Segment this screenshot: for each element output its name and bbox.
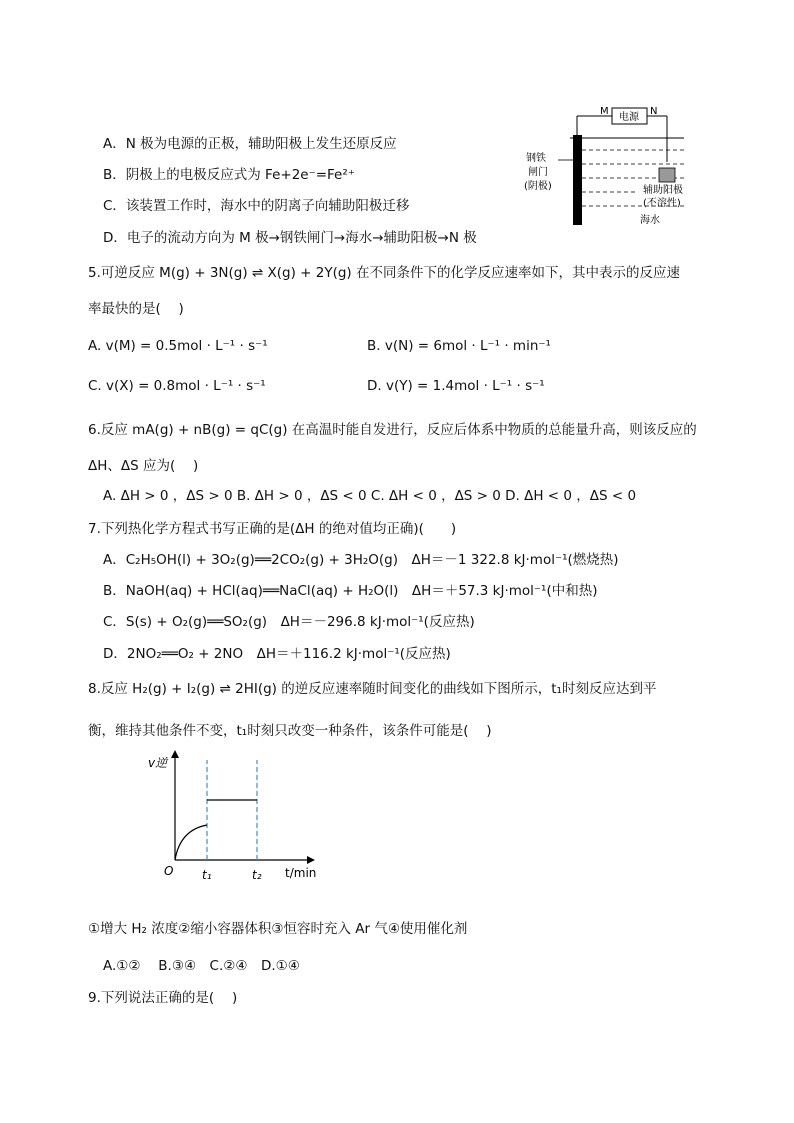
- q7-option-a: A．C₂H₅OH(l) + 3O₂(g)══2CO₂(g) + 3H₂O(g) ΔH＝－1 322.8 kJ·mol⁻¹(燃烧热): [103, 552, 619, 568]
- seawater-label: 海水: [640, 215, 660, 226]
- m-terminal-label: M: [600, 106, 609, 117]
- q6-stem-line1: 6.反应 mA(g) + nB(g) = qC(g) 在高温时能自发进行，反应后体系中物质的总能量升高，则该反应的: [88, 422, 697, 438]
- t1-label: t₁: [202, 868, 212, 882]
- q5-option-c: C. v(X) = 0.8mol · L⁻¹ · s⁻¹: [88, 378, 266, 394]
- origin-label: O: [164, 864, 174, 878]
- q7-option-b: B．NaOH(aq) + HCl(aq)══NaCl(aq) + H₂O(l) ΔH＝＋57.3 kJ·mol⁻¹(中和热): [103, 583, 598, 599]
- gate-label-line1: 钢铁: [526, 153, 546, 164]
- q8-stem-line1: 8.反应 H₂(g) + I₂(g) ⇌ 2HI(g) 的逆反应速率随时间变化的曲线如下图所示，t₁时刻反应达到平: [88, 681, 657, 697]
- q5-option-b: B. v(N) = 6mol · L⁻¹ · min⁻¹: [367, 338, 551, 354]
- q6-stem-line2: ΔH、ΔS 应为( ): [88, 458, 199, 474]
- q5-option-a: A. v(M) = 0.5mol · L⁻¹ · s⁻¹: [88, 338, 268, 354]
- power-source-label: 电源: [619, 112, 639, 123]
- q5-option-d: D. v(Y) = 1.4mol · L⁻¹ · s⁻¹: [367, 378, 545, 394]
- electrolysis-diagram: [522, 100, 692, 230]
- t2-label: t₂: [252, 868, 262, 882]
- q7-stem: 7.下列热化学方程式书写正确的是(ΔH 的绝对值均正确)( ): [88, 521, 457, 537]
- q5-stem-line1: 5.可逆反应 M(g) + 3N(g) ⇌ X(g) + 2Y(g) 在不同条件下的化学反应速率如下，其中表示的反应速: [88, 265, 680, 281]
- x-axis-label: t/min: [285, 866, 317, 880]
- aux-label-line2: (不溶性): [643, 198, 681, 209]
- gate-label-line3: (阴极): [524, 181, 552, 192]
- reverse-rate-graph: [140, 745, 330, 890]
- aux-label-line1: 辅助阳极: [643, 185, 683, 196]
- q4-option-b: B．阴极上的电极反应式为 Fe+2e⁻=Fe²⁺: [103, 167, 355, 183]
- q4-option-c: C．该装置工作时，海水中的阴离子向辅助阳极迁移: [103, 198, 410, 214]
- q7-option-d: D．2NO₂══O₂ + 2NO ΔH＝＋116.2 kJ·mol⁻¹(反应热): [103, 646, 451, 662]
- q4-option-d: D．电子的流动方向为 M 极→钢铁闸门→海水→辅助阳极→N 极: [103, 230, 477, 246]
- n-terminal-label: N: [650, 106, 658, 117]
- rate-curve-initial: [175, 825, 207, 860]
- auxiliary-anode: [659, 168, 675, 182]
- q8-options: A.①② B.③④ C.②④ D.①④: [103, 958, 300, 974]
- steel-gate: [573, 135, 582, 225]
- y-axis-label: v逆: [148, 756, 168, 770]
- q5-stem-line2: 率最快的是( ): [88, 301, 184, 317]
- q6-options: A. ΔH > 0 ，ΔS > 0 B. ΔH > 0 ，ΔS < 0 C. ΔH < 0 ，ΔS > 0 D. ΔH < 0 ，ΔS < 0: [103, 488, 637, 504]
- gate-label-line2: 闸门: [528, 167, 548, 178]
- q4-option-a: A．N 极为电源的正极，辅助阳极上发生还原反应: [103, 136, 397, 152]
- q8-stem-line2: 衡，维持其他条件不变，t₁时刻只改变一种条件，该条件可能是( ): [88, 723, 492, 739]
- q9-stem: 9.下列说法正确的是( ): [88, 990, 238, 1006]
- q7-option-c: C．S(s) + O₂(g)══SO₂(g) ΔH＝－296.8 kJ·mol⁻¹(反应热): [103, 614, 475, 630]
- q8-conditions: ①增大 H₂ 浓度②缩小容器体积③恒容时充入 Ar 气④使用催化剂: [88, 921, 468, 937]
